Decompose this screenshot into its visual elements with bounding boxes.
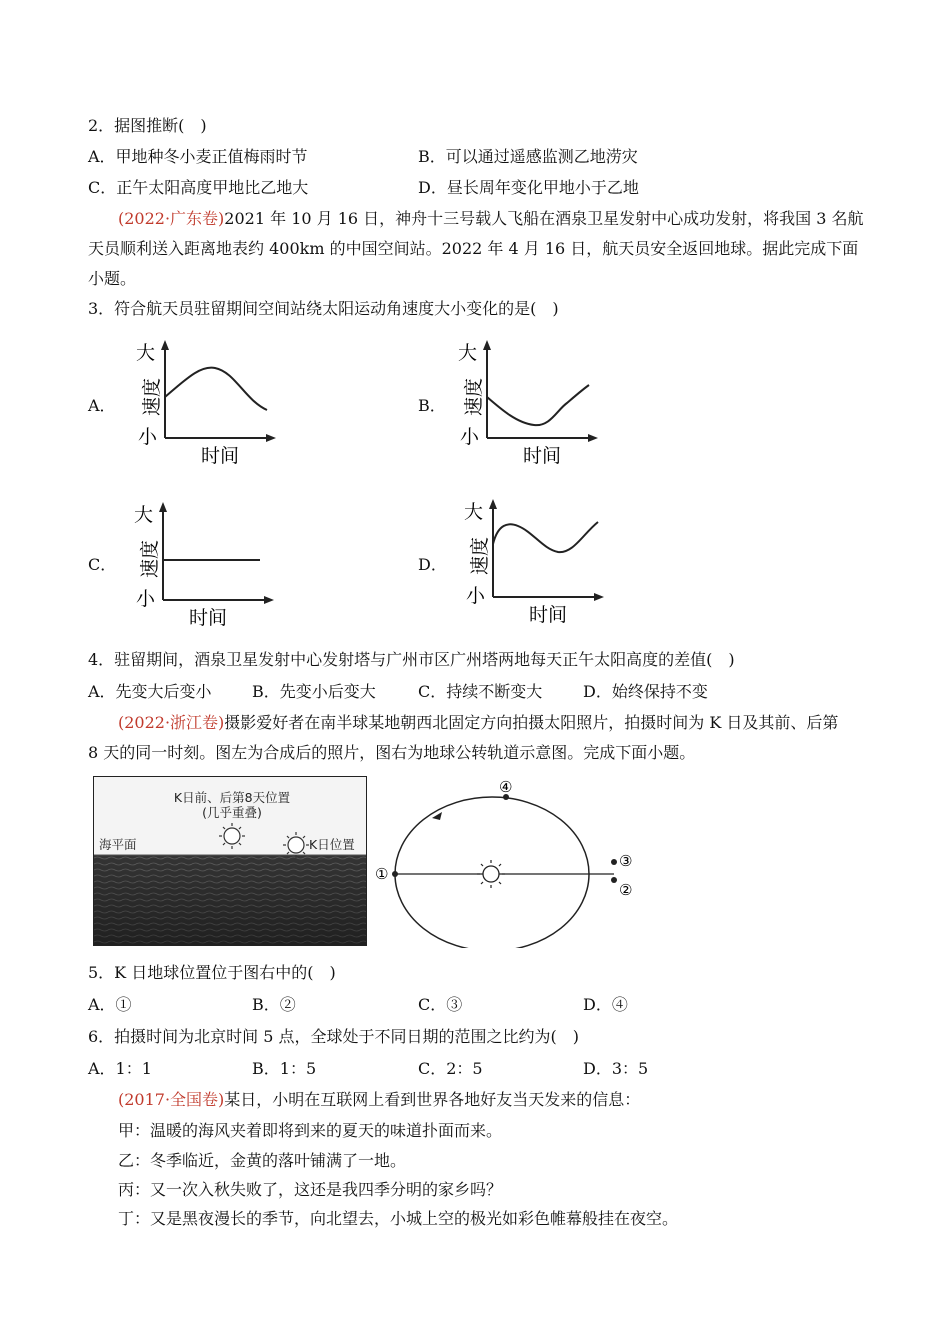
passage3-source: (2017·全国卷) (118, 1090, 225, 1109)
q6-option-d[interactable]: D．3：5 (583, 1059, 649, 1078)
axis-small: 小 (460, 426, 480, 448)
q5-option-a[interactable]: A．① (88, 995, 132, 1014)
q3-label-d[interactable]: D． (418, 555, 447, 574)
q2-option-c[interactable]: C．正午太阳高度甲地比乙地大 (88, 178, 309, 197)
q6-option-c[interactable]: C．2：5 (418, 1059, 483, 1078)
axis-time: 时间 (522, 445, 562, 467)
passage1-source: (2022·广东卷) (118, 209, 225, 228)
message-jia: 甲：温暖的海风夹着即将到来的夏天的味道扑面而来。 (118, 1121, 503, 1140)
q2-option-a[interactable]: A．甲地种冬小麦正值梅雨时节 (88, 147, 308, 166)
orbit-point-1: ① (375, 865, 389, 883)
passage2-line1 (118, 712, 838, 734)
q4-option-c[interactable]: C．持续不断变大 (418, 682, 543, 701)
axis-time: 时间 (188, 607, 228, 629)
q3-label-a[interactable]: A． (88, 396, 116, 415)
axis-speed: 速度 (463, 377, 485, 417)
photo-k-day: K日位置 (309, 837, 355, 852)
axis-time: 时间 (528, 604, 568, 626)
sun-photo (93, 776, 367, 946)
axis-big: 大 (458, 342, 478, 364)
passage1-text1: 2021 年 10 月 16 日，神舟十三号载人飞船在酒泉卫星发射中心成功发射，将我国 3 名航 (224, 209, 864, 228)
sun-icon (283, 832, 309, 858)
axis-speed: 速度 (141, 377, 163, 417)
passage1-line1 (118, 208, 864, 230)
orbit-diagram (372, 776, 642, 948)
q5-option-c[interactable]: C．③ (418, 995, 463, 1014)
q2-option-d[interactable]: D．昼长周年变化甲地小于乙地 (418, 178, 639, 197)
q2-option-b[interactable]: B．可以通过遥感监测乙地涝灾 (418, 147, 638, 166)
message-ding: 丁：又是黑夜漫长的季节，向北望去，小城上空的极光如彩色帷幕般挂在夜空。 (118, 1209, 679, 1228)
passage2-source: (2022·浙江卷) (118, 713, 225, 732)
q3-graph-c[interactable] (128, 497, 288, 632)
photo-sea-level: 海平面 (99, 837, 137, 852)
q2-stem: 2．据图推断( ) (88, 116, 207, 135)
q5-option-d[interactable]: D．④ (583, 995, 628, 1014)
q3-label-c[interactable]: C． (88, 555, 117, 574)
q3-graph-a[interactable] (130, 335, 290, 470)
orbit-point-3: ③ (619, 852, 633, 870)
axis-big: 大 (464, 501, 484, 523)
q4-option-b[interactable]: B．先变小后变大 (252, 682, 376, 701)
q4-stem: 4．驻留期间，酒泉卫星发射中心发射塔与广州市区广州塔两地每天正午太阳高度的差值( ) (88, 650, 735, 669)
photo-caption2: (几乎重叠) (202, 805, 262, 820)
passage1-line3: 小题。 (88, 269, 137, 288)
passage1-line2: 天员顺利送入距离地表约 400km 的中国空间站。2022 年 4 月 16 日，航天员安全返回地球。据此完成下面 (88, 239, 859, 258)
axis-speed: 速度 (139, 539, 161, 579)
passage3-text1: 某日，小明在互联网上看到世界各地好友当天发来的信息： (224, 1090, 641, 1109)
photo-caption1: K日前、后第8天位置 (173, 790, 291, 805)
q3-label-b[interactable]: B． (418, 396, 446, 415)
orbit-point-2: ② (619, 881, 633, 899)
axis-big: 大 (136, 342, 156, 364)
passage2-line2: 8 天的同一时刻。图左为合成后的照片，图右为地球公转轨道示意图。完成下面小题。 (88, 743, 696, 762)
q6-stem: 6．拍摄时间为北京时间 5 点，全球处于不同日期的范围之比约为( ) (88, 1027, 580, 1046)
q4-option-d[interactable]: D．始终保持不变 (583, 682, 708, 701)
q5-stem: 5．K 日地球位置位于图右中的( ) (88, 963, 336, 982)
message-bing: 丙：又一次入秋失败了，这还是我四季分明的家乡吗？ (118, 1180, 503, 1199)
passage2-text1: 摄影爱好者在南半球某地朝西北固定方向拍摄太阳照片，拍摄时间为 K 日及其前、后第 (224, 713, 839, 732)
axis-small: 小 (466, 585, 486, 607)
sun-icon (219, 823, 245, 849)
message-yi: 乙：冬季临近，金黄的落叶铺满了一地。 (118, 1151, 407, 1170)
q3-graph-b[interactable] (452, 335, 612, 470)
q5-option-b[interactable]: B．② (252, 995, 296, 1014)
axis-small: 小 (136, 588, 156, 610)
axis-speed: 速度 (469, 536, 491, 576)
axis-big: 大 (134, 504, 154, 526)
q6-option-b[interactable]: B．1：5 (252, 1059, 317, 1078)
axis-time: 时间 (200, 445, 240, 467)
q3-stem: 3．符合航天员驻留期间空间站绕太阳运动角速度大小变化的是( ) (88, 299, 559, 318)
sun-photo-drawing (94, 777, 366, 945)
axis-small: 小 (138, 426, 158, 448)
orbit-point-4: ④ (499, 778, 513, 796)
q3-graph-d[interactable] (458, 494, 618, 629)
passage3-line1 (118, 1089, 640, 1111)
q6-option-a[interactable]: A．1：1 (88, 1059, 152, 1078)
q4-option-a[interactable]: A．先变大后变小 (88, 682, 212, 701)
